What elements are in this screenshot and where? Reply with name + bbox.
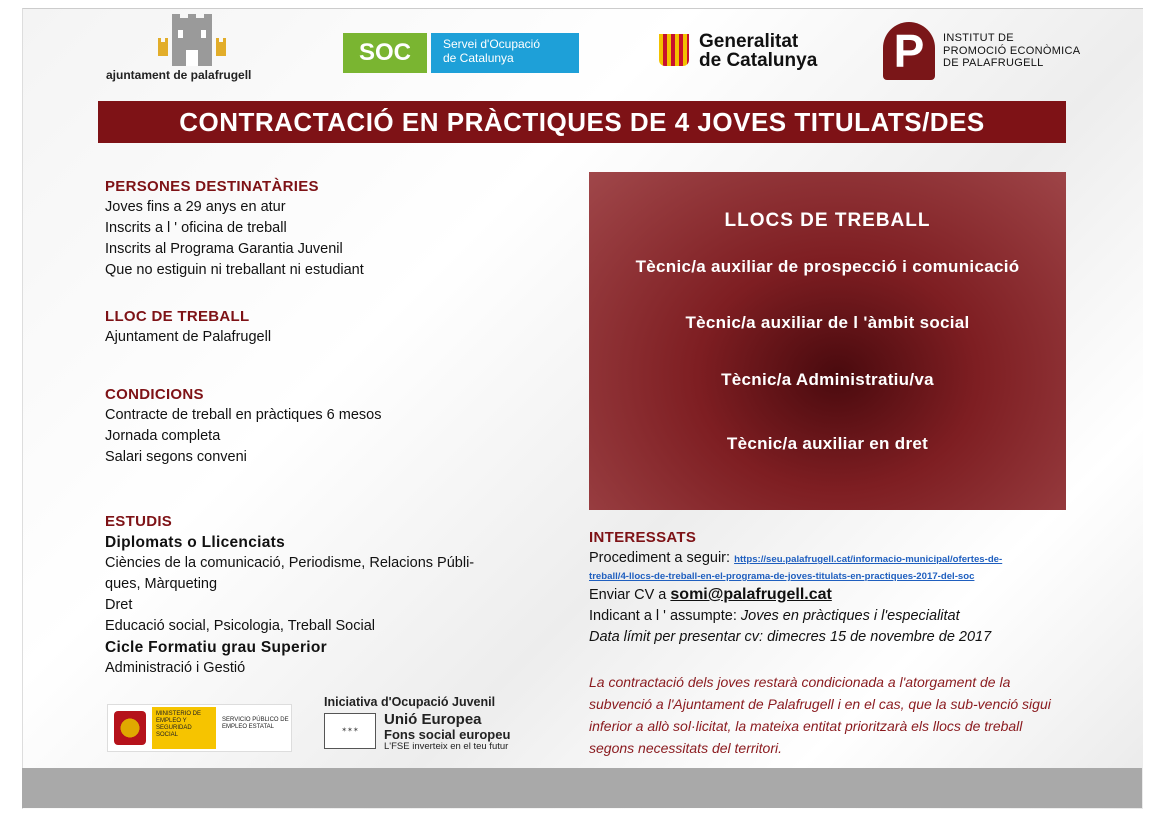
ipe-line3: DE PALAFRUGELL — [943, 57, 1044, 69]
estudis-item: Administració i Gestió — [105, 660, 246, 676]
condicions-item: Jornada completa — [105, 428, 221, 444]
condicions-item: Salari segons conveni — [105, 449, 247, 465]
estudis-item: Dret — [105, 597, 133, 613]
interessats-section — [589, 528, 1069, 648]
generalitat-name — [699, 32, 817, 70]
ipe-logo — [883, 22, 1083, 82]
procediment-label: Procediment a seguir: — [589, 550, 735, 566]
coat-of-arms-icon — [114, 711, 146, 745]
email-link[interactable]: somi@palafrugell.cat — [670, 586, 832, 603]
job-item: Tècnic/a auxiliar de prospecció i comunicació — [635, 257, 1020, 276]
data-limit: Data límit per presentar cv: dimecres 15 de novembre de 2017 — [589, 629, 992, 645]
persones-item: Inscrits al Programa Garantia Juvenil — [105, 241, 343, 257]
page-title: CONTRACTACIÓ EN PRÀCTIQUES DE 4 JOVES TITULATS/DES — [98, 101, 1066, 143]
lloc-section — [105, 307, 271, 348]
ministerio-logo — [107, 704, 292, 752]
bottom-band — [22, 768, 1142, 808]
ue-line2: Fons social europeu — [384, 727, 511, 742]
ipe-line1: INSTITUT DE — [943, 32, 1014, 44]
persones-item: Joves fins a 29 anys en atur — [105, 199, 286, 215]
ajuntament-logo — [100, 14, 280, 88]
soc-short: SOC — [343, 33, 427, 73]
interessats-heading: INTERESSATS — [589, 529, 697, 546]
job-item: Tècnic/a auxiliar en dret — [726, 434, 929, 453]
condicions-heading: CONDICIONS — [105, 386, 204, 403]
soc-logo — [343, 33, 579, 73]
castle-icon — [100, 14, 280, 68]
lloc-heading: LLOC DE TREBALL — [105, 308, 250, 325]
generalitat-line1: Generalitat — [699, 31, 799, 52]
llocs-heading: LLOCS DE TREBALL — [724, 210, 931, 231]
cv-label: Enviar CV a — [589, 587, 671, 603]
condicions-item: Contracte de treball en pràctiques 6 mesos — [105, 407, 382, 423]
estudis-heading: ESTUDIS — [105, 513, 173, 530]
soc-name — [431, 33, 579, 73]
estudis-group1-title: Diplomats o Llicenciats — [105, 534, 286, 551]
estudis-item: Ciències de la comunicació, Periodisme, Relacions Públi- — [105, 555, 475, 571]
assumpte-line — [589, 606, 1069, 627]
llocs-panel — [589, 172, 1066, 510]
persones-item: Inscrits a l ' oficina de treball — [105, 220, 287, 236]
lloc-value: Ajuntament de Palafrugell — [105, 329, 272, 345]
ue-line1: Unió Europea — [384, 711, 482, 728]
job-item: Tècnic/a auxiliar de l 'àmbit social — [685, 313, 970, 332]
servicio-name: SERVICIO PÚBLICO DE EMPLEO ESTATAL — [222, 717, 289, 730]
ue-line3: L'FSE inverteix en el teu futur — [384, 741, 509, 752]
procediment-line — [589, 548, 1069, 570]
ajuntament-name: ajuntament de palafrugell — [106, 68, 252, 82]
assumpte-value: Joves en pràctiques i l'especialitat — [740, 608, 960, 624]
ministerio-name: MINISTERIO DE EMPLEO Y SEGURIDAD SOCIAL — [152, 707, 216, 749]
estudis-group2-title: Cicle Formatiu grau Superior — [105, 639, 327, 656]
ue-logo — [322, 695, 536, 751]
iniciativa-text: Iniciativa d'Ocupació Juvenil — [324, 695, 496, 709]
condition-note: La contractació dels joves restarà condicionada a l'atorgament de la subvenció a l'Ajuntament de Palafrugell i en el cas, que la sub-venció sigui inferior a allò sol·licitat, la mateixa entitat prioritzarà els llocs de treball segons necessitats del territori. — [589, 674, 1051, 756]
assumpte-label: Indicant a l ' assumpte: — [589, 608, 741, 624]
ipe-line2: PROMOCIÓ ECONÒMICA — [943, 44, 1081, 57]
soc-line1: Servei d'Ocupació — [443, 37, 541, 51]
estudis-item: ques, Màrqueting — [105, 576, 218, 592]
persones-section — [105, 177, 364, 281]
senyera-icon — [659, 34, 689, 66]
generalitat-logo — [657, 28, 822, 74]
persones-item: Que no estiguin ni treballant ni estudiant — [105, 262, 364, 278]
cv-line — [589, 584, 1069, 606]
eu-flag-icon: ✶✶✶ — [324, 713, 376, 749]
ipe-mark-icon: P — [883, 22, 935, 80]
procediment-link[interactable]: https://seu.palafrugell.cat/informacio-municipal/ofertes-de- — [734, 554, 1003, 565]
soc-line2: de Catalunya — [443, 51, 514, 65]
generalitat-line2: de Catalunya — [699, 50, 818, 71]
persones-heading: PERSONES DESTINATÀRIES — [105, 178, 319, 195]
condicions-section — [105, 385, 381, 468]
procediment-link-cont[interactable]: treball/4-llocs-de-treball-en-el-programa-de-joves-titulats-en-practiques-2017-del-soc — [589, 571, 975, 582]
estudis-item: Educació social, Psicologia, Treball Social — [105, 618, 375, 634]
ipe-name — [943, 32, 1080, 70]
estudis-section — [105, 512, 474, 679]
job-item: Tècnic/a Administratiu/va — [721, 370, 934, 389]
